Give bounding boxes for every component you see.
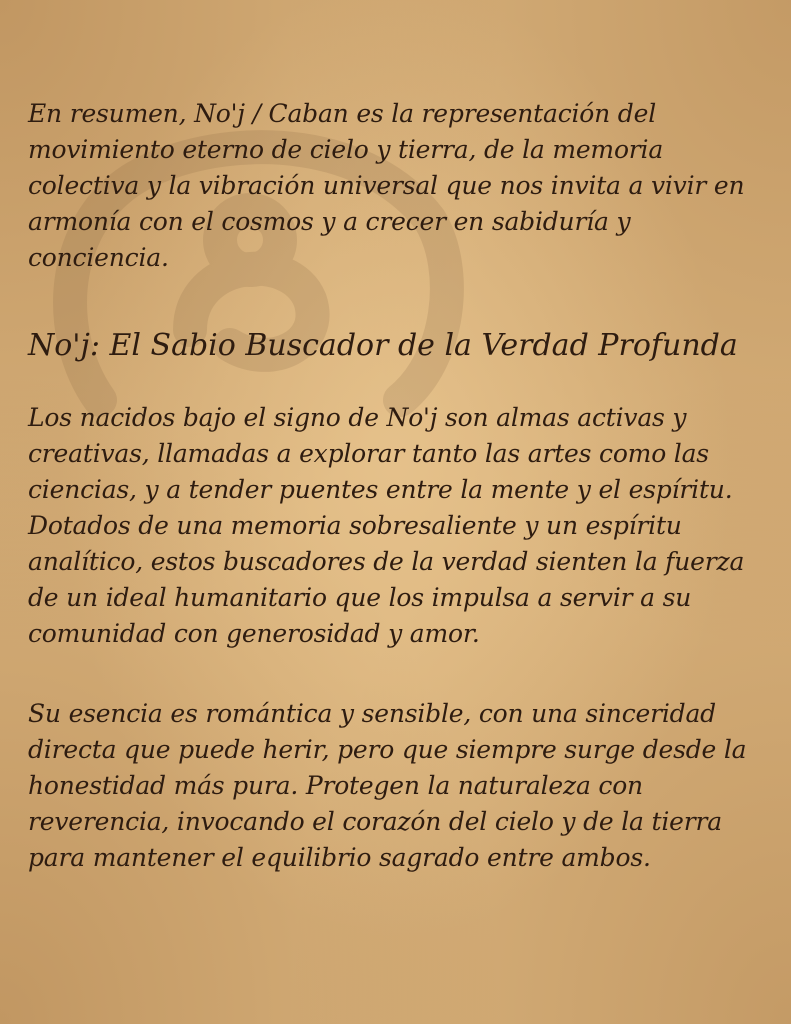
body-paragraph-1: Los nacidos bajo el signo de No'j son almas activas y creativas, llamadas a explorar tanto las artes como las ciencias, y a tender puentes entre la mente y el espíritu. Dotados de una memoria sobresaliente y un espíritu analítico, estos buscadores de la verdad sienten la fuerza de un ideal humanitario que los impulsa a servir a su comunidad con generosidad y amor.	[28, 403, 745, 648]
section-heading: No'j: El Sabio Buscador de la Verdad Profunda	[28, 328, 738, 363]
intro-paragraph: En resumen, No'j / Caban es la representación del movimiento eterno de cielo y tierra, de la memoria colectiva y la vibración universal que nos invita a vivir en armonía con el cosmos y a crecer en sabiduría y conciencia.	[28, 99, 745, 272]
body-paragraph-2: Su esencia es romántica y sensible, con una sinceridad directa que puede herir, pero que siempre surge desde la honestidad más pura. Protegen la naturaleza con reverencia, invocando el corazón del cielo y de la tierra para mantener el equilibrio sagrado entre ambos.	[28, 699, 747, 872]
